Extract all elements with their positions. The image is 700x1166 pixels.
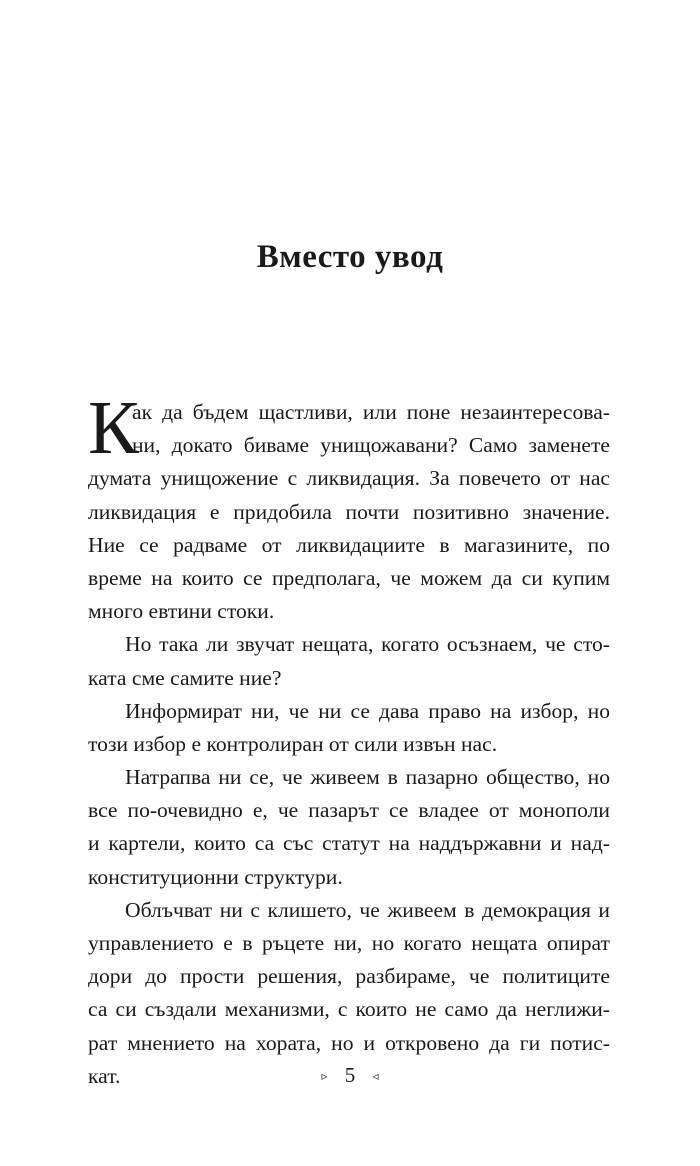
text-line: ак да бъдем щастливи, или поне незаинтересова- [132, 400, 610, 424]
drop-cap: К [88, 386, 139, 470]
text-line: време на които се предполага, че можем да си купим [88, 565, 610, 590]
text-line: ката сме самите ние? [88, 665, 282, 690]
text-line: все по-очевидно е, че пазарът се владее от монополи [88, 798, 610, 823]
chapter-title: Вместо увод [256, 239, 444, 275]
text-line: ни, докато биваме унищожавани? Само заменете [132, 433, 610, 458]
text-line: много евтини стоки. [88, 599, 275, 624]
page-footer [0, 1062, 700, 1089]
text-line: са си създали механизми, с които не само да неглижи- [88, 997, 610, 1022]
text-line: Натрапва ни се, че живеем в пазарно общество, но [125, 765, 610, 790]
text-line: ликвидация е придобила почти позитивно значение. [88, 499, 610, 524]
page-number: 5 [344, 1063, 356, 1087]
text-line: Облъчват ни с клишето, че живеем в демокрация и [125, 897, 610, 922]
text-line: и картели, които са със статут на наддържавни и над- [88, 831, 610, 856]
text-line: Информират ни, че ни се дава право на избор, но [125, 698, 610, 723]
text-line: Но така ли звучат нещата, когато осъзнаем, че сто- [125, 632, 610, 657]
text-line: конституционни структури. [88, 864, 343, 889]
body-text [88, 386, 610, 1093]
text-line: този избор е контролиран от сили извън нас. [88, 731, 498, 756]
text-line: кат. [88, 1063, 121, 1088]
page-marker-right-icon: ◃ [372, 1069, 379, 1083]
text-line: управлението е в ръцете ни, но когато нещата опират [88, 931, 610, 955]
text-line: думата унищожение с ликвидация. За повечето от нас [88, 466, 610, 491]
text-line: дори до прости решения, разбираме, че политиците [88, 964, 610, 989]
text-line: Ние се радваме от ликвидациите в магазините, по [88, 532, 610, 557]
page-marker-left-icon: ▹ [321, 1069, 328, 1083]
text-line: рат мнението на хората, но и откровено да ги потис- [88, 1030, 610, 1055]
